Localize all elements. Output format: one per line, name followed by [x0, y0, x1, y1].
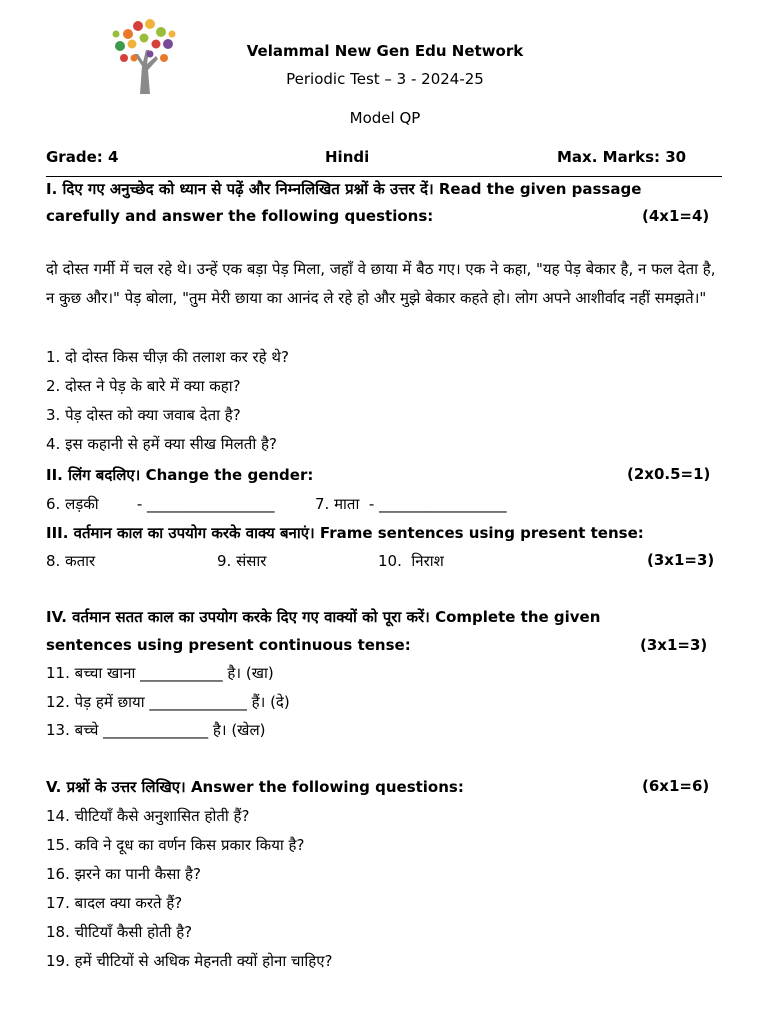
question-7: 7. माता - _________________ — [315, 495, 507, 513]
section-2-title: II. लिंग बदलिए। Change the gender: — [46, 466, 314, 484]
subject-label: Hindi — [325, 148, 370, 166]
section-4-marks: (3x1=3) — [640, 636, 708, 654]
question-16: 16. झरने का पानी कैसा है? — [46, 865, 201, 883]
section-2-marks: (2x0.5=1) — [627, 465, 711, 483]
section-3-marks: (3x1=3) — [647, 551, 715, 569]
question-6: 6. लड़की - _________________ — [46, 495, 275, 513]
passage-text: दो दोस्त गर्मी में चल रहे थे। उन्हें एक बड़ा पेड़ मिला, जहाँ वे छाया में बैठ गए। एक ने कहा, "यह पेड़ बेकार है, न फल देता है, न कुछ और।" पेड़ बोला, "तुम मेरी छाया का आनंद ले रहे हो और मुझे बेकार कहते हो। लोग अपने आशीर्वाद नहीं समझते।" — [46, 260, 716, 307]
tree-logo-icon — [106, 14, 182, 94]
question-3: 3. पेड़ दोस्त को क्या जवाब देता है? — [46, 406, 241, 424]
header-divider — [46, 176, 722, 177]
section-4-title-line2: sentences using present continuous tense: — [46, 636, 411, 654]
section-1-marks: (4x1=4) — [642, 207, 710, 225]
section-5-title: V. प्रश्नों के उत्तर लिखिए। Answer the following questions: — [46, 778, 464, 796]
section-4-title-line1: IV. वर्तमान सतत काल का उपयोग करके दिए गए वाक्यों को पूरा करें। Complete the given — [46, 608, 601, 626]
question-1: 1. दो दोस्त किस चीज़ की तलाश कर रहे थे? — [46, 348, 289, 366]
section-5-marks: (6x1=6) — [642, 777, 710, 795]
question-13: 13. बच्चे ______________ है। (खेल) — [46, 721, 266, 739]
section-3-title: III. वर्तमान काल का उपयोग करके वाक्य बनाएं। Frame sentences using present tense: — [46, 524, 644, 542]
test-title: Periodic Test – 3 - 2024-25 — [286, 70, 484, 88]
question-2: 2. दोस्त ने पेड़ के बारे में क्या कहा? — [46, 377, 241, 395]
org-name: Velammal New Gen Edu Network — [246, 42, 524, 60]
word-10: 10. निराश — [378, 552, 444, 570]
question-4: 4. इस कहानी से हमें क्या सीख मिलती है? — [46, 435, 277, 453]
question-19: 19. हमें चीटियों से अधिक मेहनती क्यों होना चाहिए? — [46, 952, 333, 970]
max-marks-label: Max. Marks: 30 — [557, 148, 687, 166]
question-11: 11. बच्चा खाना ___________ है। (खा) — [46, 664, 274, 682]
model-qp-label: Model QP — [349, 109, 421, 127]
question-12: 12. पेड़ हमें छाया _____________ हैं। (दे) — [46, 693, 290, 711]
question-17: 17. बादल क्या करते हैं? — [46, 894, 183, 912]
question-18: 18. चीटियाँ कैसी होती है? — [46, 923, 193, 941]
grade-label: Grade: 4 — [46, 148, 119, 166]
word-9: 9. संसार — [217, 552, 267, 570]
section-1-title-line2: carefully and answer the following questions: — [46, 207, 434, 225]
question-15: 15. कवि ने दूध का वर्णन किस प्रकार किया है? — [46, 836, 305, 854]
word-8: 8. कतार — [46, 552, 96, 570]
question-14: 14. चीटियाँ कैसे अनुशासित होती हैं? — [46, 807, 250, 825]
section-1-title-line1: I. दिए गए अनुच्छेद को ध्यान से पढ़ें और निम्नलिखित प्रश्नों के उत्तर दें। Read the given passage — [46, 180, 642, 198]
